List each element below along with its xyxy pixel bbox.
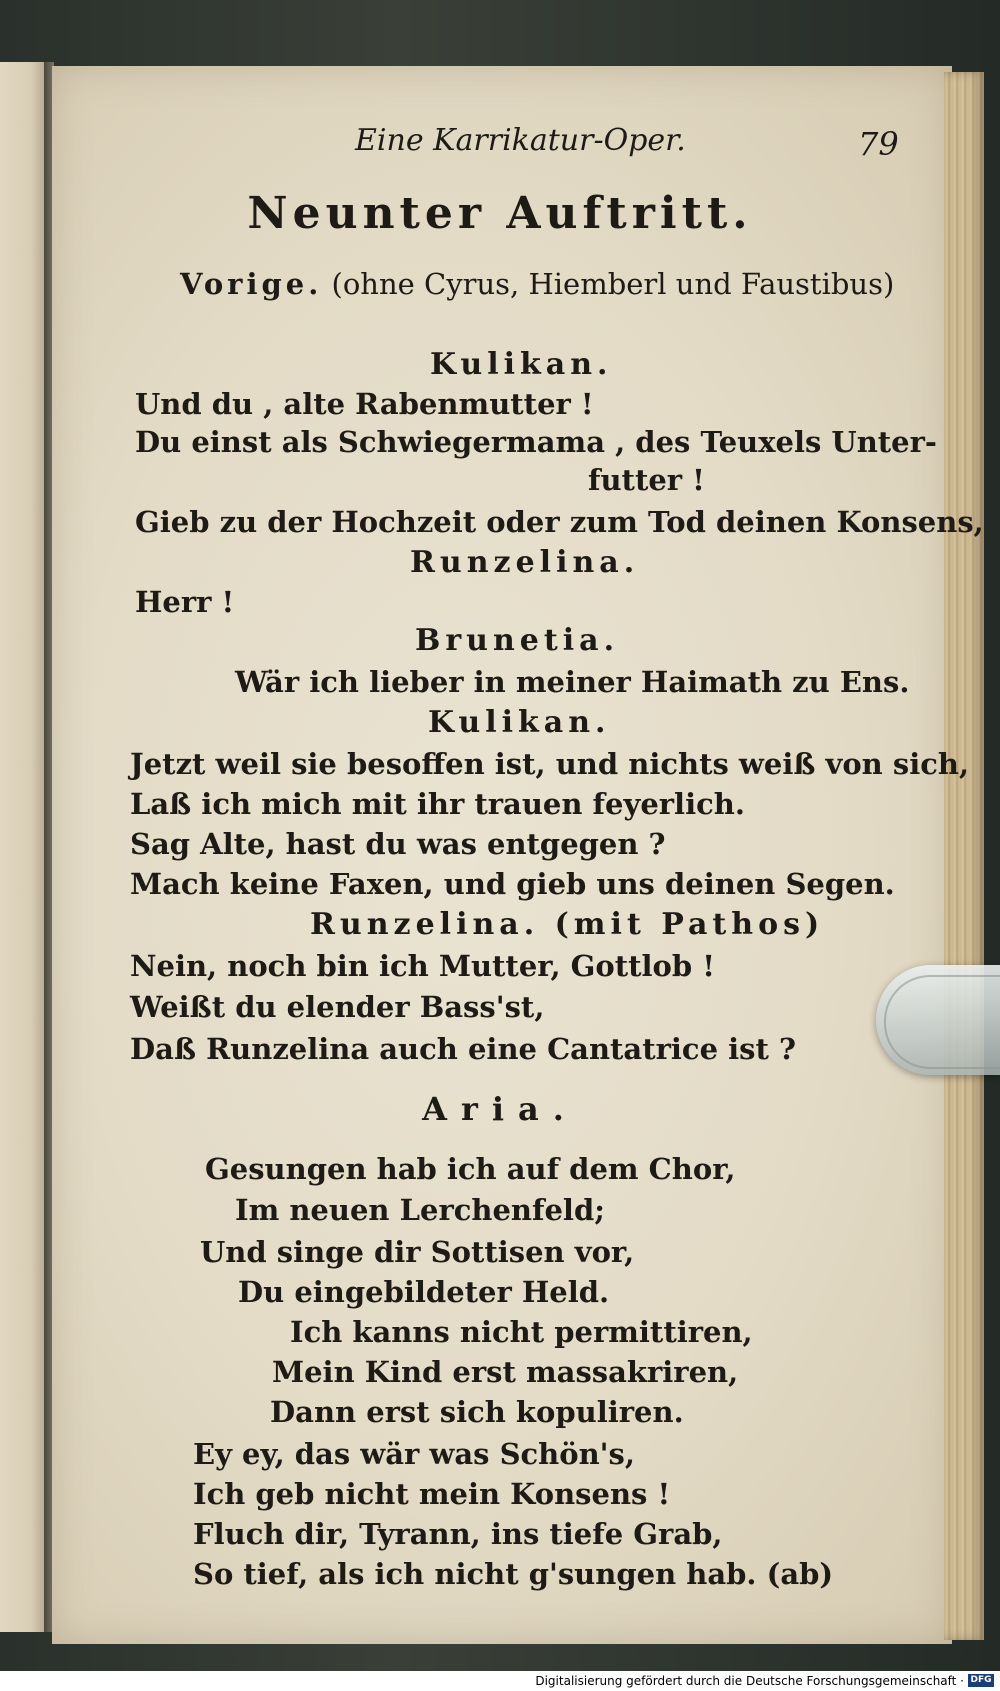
- footer-credit: Digitalisierung gefördert durch die Deutsche Forschungsgemeinschaft ·: [535, 1674, 964, 1688]
- speaker-name: Kulikan.: [428, 705, 611, 740]
- page-number: 79: [858, 125, 899, 163]
- dialogue-line: futter !: [588, 463, 705, 497]
- cast-line: [180, 267, 895, 301]
- cast-note: (ohne Cyrus, Hiemberl und Faustibus): [331, 267, 895, 301]
- dialogue-line: Du einst als Schwiegermama , des Teuxels Unter-: [135, 425, 937, 459]
- aria-line: Im neuen Lerchenfeld;: [235, 1193, 605, 1227]
- aria-line: Und singe dir Sottisen vor,: [200, 1235, 635, 1269]
- cast-word: Vorige.: [180, 267, 323, 301]
- dialogue-line: Laß ich mich mit ihr trauen feyerlich.: [130, 787, 745, 821]
- dialogue-line: Daß Runzelina auch eine Cantatrice ist ?: [130, 1032, 796, 1066]
- running-head: Eine Karrikatur-Oper.: [355, 123, 686, 158]
- aria-heading: Aria.: [422, 1090, 578, 1128]
- dialogue-line: Weißt du elender Bass'st,: [130, 990, 545, 1024]
- digitization-footer: [0, 1671, 1000, 1691]
- scene-title: Neunter Auftritt.: [247, 188, 753, 239]
- aria-line: So tief, als ich nicht g'sungen hab. (ab): [193, 1557, 834, 1591]
- aria-line: Mein Kind erst massakriren,: [272, 1355, 739, 1389]
- dialogue-line: Herr !: [135, 585, 235, 619]
- dialogue-line: Und du , alte Rabenmutter !: [135, 387, 594, 421]
- aria-line: Ey ey, das wär was Schön's,: [193, 1437, 635, 1471]
- dialogue-line: Jetzt weil sie besoffen ist, und nichts weiß von sich,: [130, 747, 970, 781]
- aria-line: Gesungen hab ich auf dem Chor,: [205, 1152, 736, 1186]
- speaker-name: Runzelina.: [410, 545, 640, 580]
- dfg-logo-icon: DFG: [968, 1674, 994, 1687]
- aria-line: Du eingebildeter Held.: [238, 1275, 610, 1309]
- aria-line: Ich kanns nicht permittiren,: [290, 1315, 753, 1349]
- aria-line: Fluch dir, Tyrann, ins tiefe Grab,: [193, 1517, 723, 1551]
- speaker-name: Kulikan.: [430, 347, 613, 382]
- dialogue-line: Wär ich lieber in meiner Haimath zu Ens.: [235, 665, 910, 699]
- aria-line: Ich geb nicht mein Konsens !: [193, 1477, 671, 1511]
- speaker-name: Runzelina. (mit Pathos): [310, 907, 825, 942]
- speaker-name: Brunetia.: [415, 623, 620, 658]
- dialogue-line: Nein, noch bin ich Mutter, Gottlob !: [130, 949, 715, 983]
- dialogue-line: Mach keine Faxen, und gieb uns deinen Segen.: [130, 867, 895, 901]
- dialogue-line: Sag Alte, hast du was entgegen ?: [130, 827, 666, 861]
- aria-line: Dann erst sich kopuliren.: [270, 1395, 684, 1429]
- dialogue-line: Gieb zu der Hochzeit oder zum Tod deinen Konsens,: [135, 505, 984, 539]
